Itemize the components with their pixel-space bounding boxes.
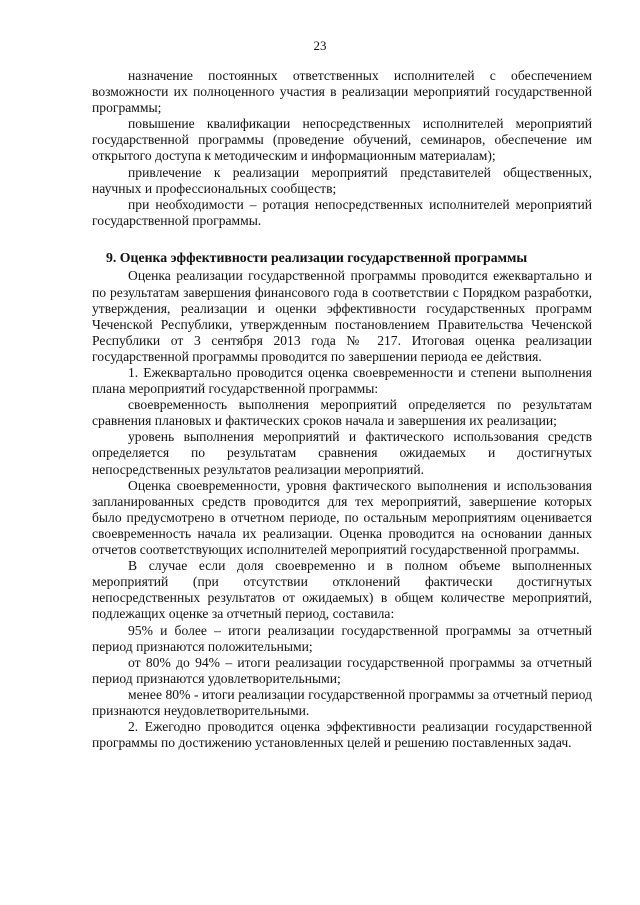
section-heading: 9. Оценка эффективности реализации государственной программы (106, 249, 528, 265)
paragraph: назначение постоянных ответственных исполнителей с обеспечением возможности их полноценного участия в реализации мероприятий государственной программы; (92, 68, 592, 116)
paragraph: от 80% до 94% – итоги реализации государственной программы за отчетный период признаются удовлетворительными; (92, 654, 592, 686)
paragraph: Оценка своевременности, уровня фактического выполнения и использования запланированных средств проводится для тех мероприятий, завершение которых было предусмотрено в отчетном периоде, по остальным мероприятиям оценивается своевременность начала их реализации. Оценка проводится на основании данных отчетов соответствующих исполнителей мероприятий государственной программы. (92, 477, 592, 558)
paragraph: 1. Ежеквартально проводится оценка своевременности и степени выполнения плана мероприятий государственной программы: (92, 365, 592, 397)
paragraph: 2. Ежегодно проводится оценка эффективности реализации государственной программы по достижению установленных целей и решению поставленных задач. (92, 719, 592, 751)
paragraph: своевременность выполнения мероприятий определяется по результатам сравнения плановых и фактических сроков начала и завершения их реализации; (92, 397, 592, 429)
paragraph: менее 80% - итоги реализации государственной программы за отчетный период признаются неудовлетворительными. (92, 686, 592, 718)
paragraph: В случае если доля своевременно и в полном объеме выполненных мероприятий (при отсутствии отклонений фактически достигнутых непосредственных результатов от ожидаемых) в общем количестве мероприятий, подлежащих оценке за отчетный период, составила: (92, 558, 592, 622)
paragraph: уровень выполнения мероприятий и фактического использования средств определяется по результатам сравнения ожидаемых и достигнутых непосредственных результатов реализации мероприятий. (92, 429, 592, 477)
paragraph: 95% и более – итоги реализации государственной программы за отчетный период признаются положительными; (92, 622, 592, 654)
paragraph: повышение квалификации непосредственных исполнителей мероприятий государственной программы (проведение обучений, семинаров, обеспечение им открытого доступа к методическим и информационным материалам); (92, 116, 592, 164)
document-body (92, 68, 592, 751)
paragraph: при необходимости – ротация непосредственных исполнителей мероприятий государственной программы. (92, 196, 592, 228)
paragraph: Оценка реализации государственной программы проводится ежеквартально и по результатам завершения финансового года в соответствии с Порядком разработки, утверждения, реализации и оценки эффективности государственных программ Чеченской Республики, утвержденным постановлением Правительства Чеченской Республики от 3 сентября 2013 года № 217. Итоговая оценка реализации государственной программы проводится по завершении периода ее действия. (92, 268, 592, 364)
paragraph: привлечение к реализации мероприятий представителей общественных, научных и профессиональных сообществ; (92, 164, 592, 196)
page-number: 23 (313, 38, 327, 53)
